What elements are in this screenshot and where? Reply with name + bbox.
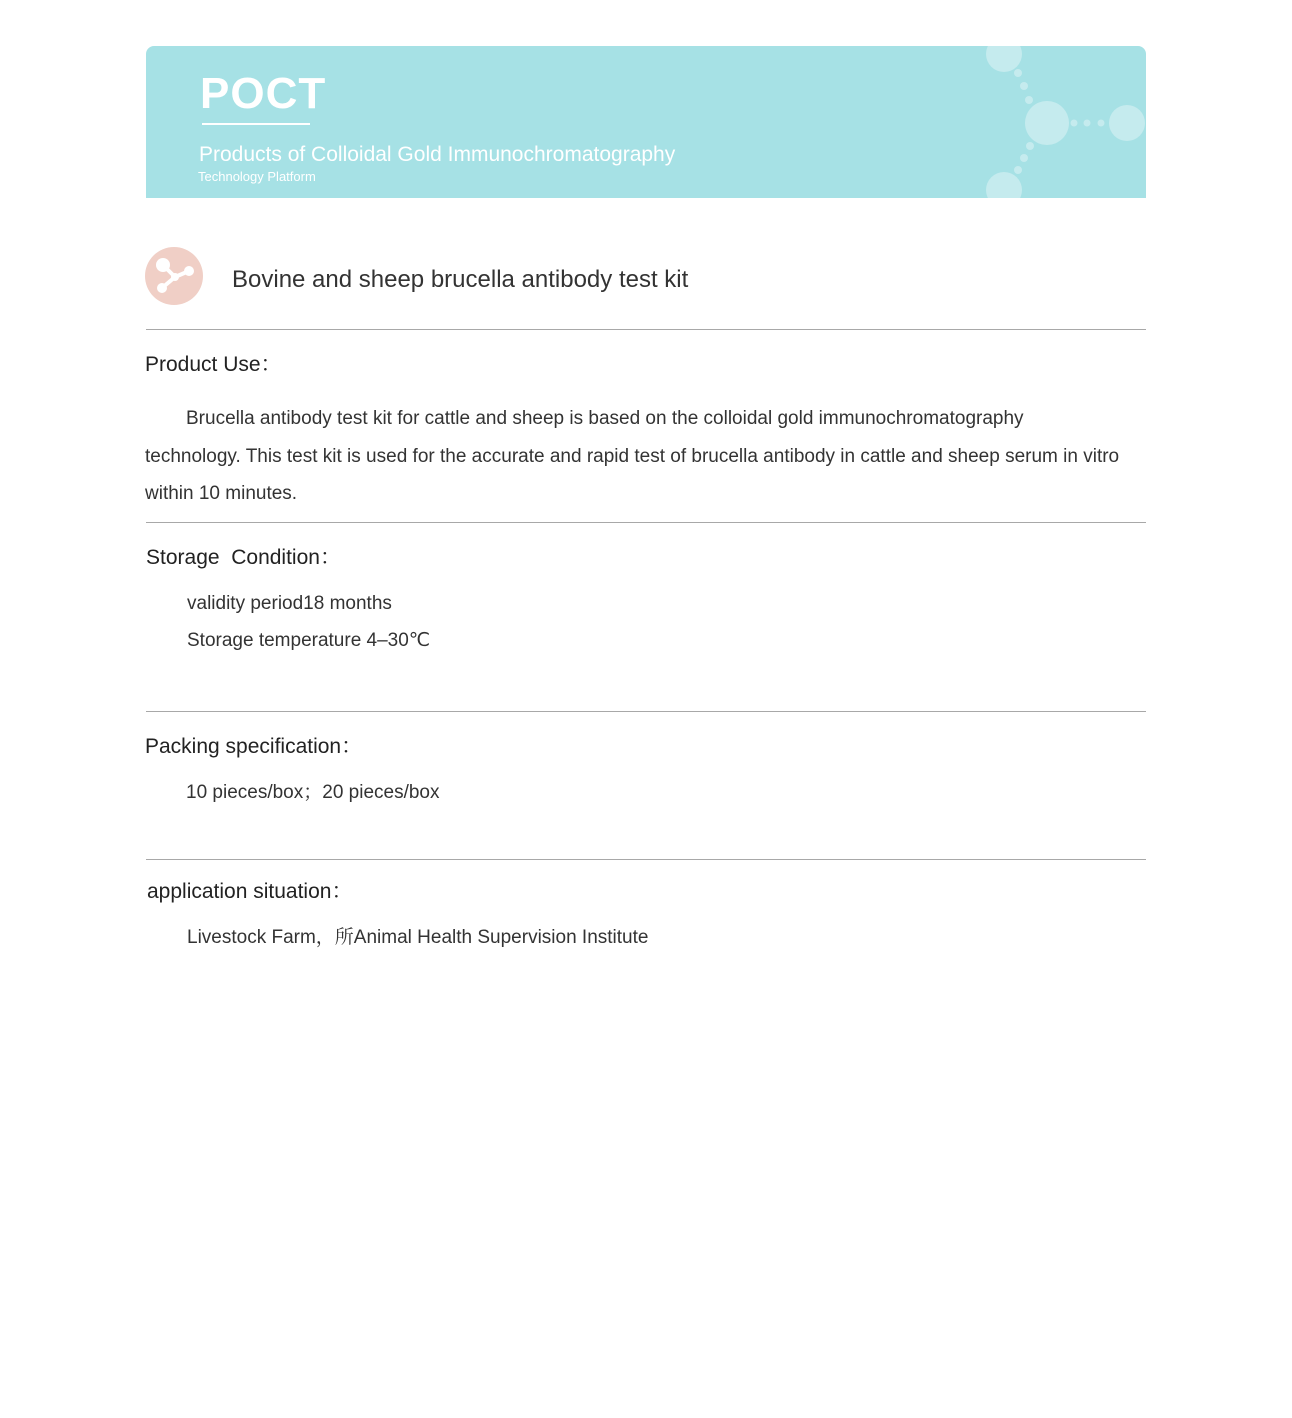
divider — [146, 711, 1146, 712]
product-title: Bovine and sheep brucella antibody test kit — [232, 266, 689, 293]
poct-banner — [146, 46, 1146, 198]
banner-platform-label: Technology Platform — [198, 169, 316, 184]
banner-title: POCT — [200, 69, 327, 118]
application-situation-text: Livestock Farm，所Animal Health Supervision Institute — [187, 927, 649, 948]
product-use-text: Brucella antibody test kit for cattle and sheep is based on the colloidal gold immunochromatography technology. This test kit is used for the accurate and rapid test of brucella antibody in cattle and sheep serum in vitro within 10 minutes. — [145, 408, 1120, 504]
banner-subtitle: Products of Colloidal Gold Immunochromatography — [199, 143, 676, 166]
packing-specification-heading: Packing specification： — [145, 735, 363, 758]
storage-condition-heading: Storage Condition： — [146, 546, 341, 569]
divider — [146, 329, 1146, 330]
divider — [146, 859, 1146, 860]
validity-period-text: validity period18 months — [187, 593, 392, 614]
application-situation-heading: application situation： — [147, 880, 353, 903]
product-use-heading: Product Use： — [145, 353, 282, 376]
molecule-icon — [145, 247, 203, 305]
banner-title-underline — [202, 123, 310, 125]
packing-specification-text: 10 pieces/box；20 pieces/box — [186, 782, 440, 803]
storage-temperature-text: Storage temperature 4–30℃ — [187, 630, 431, 651]
divider — [146, 522, 1146, 523]
molecule-decoration-icon — [966, 46, 1146, 198]
